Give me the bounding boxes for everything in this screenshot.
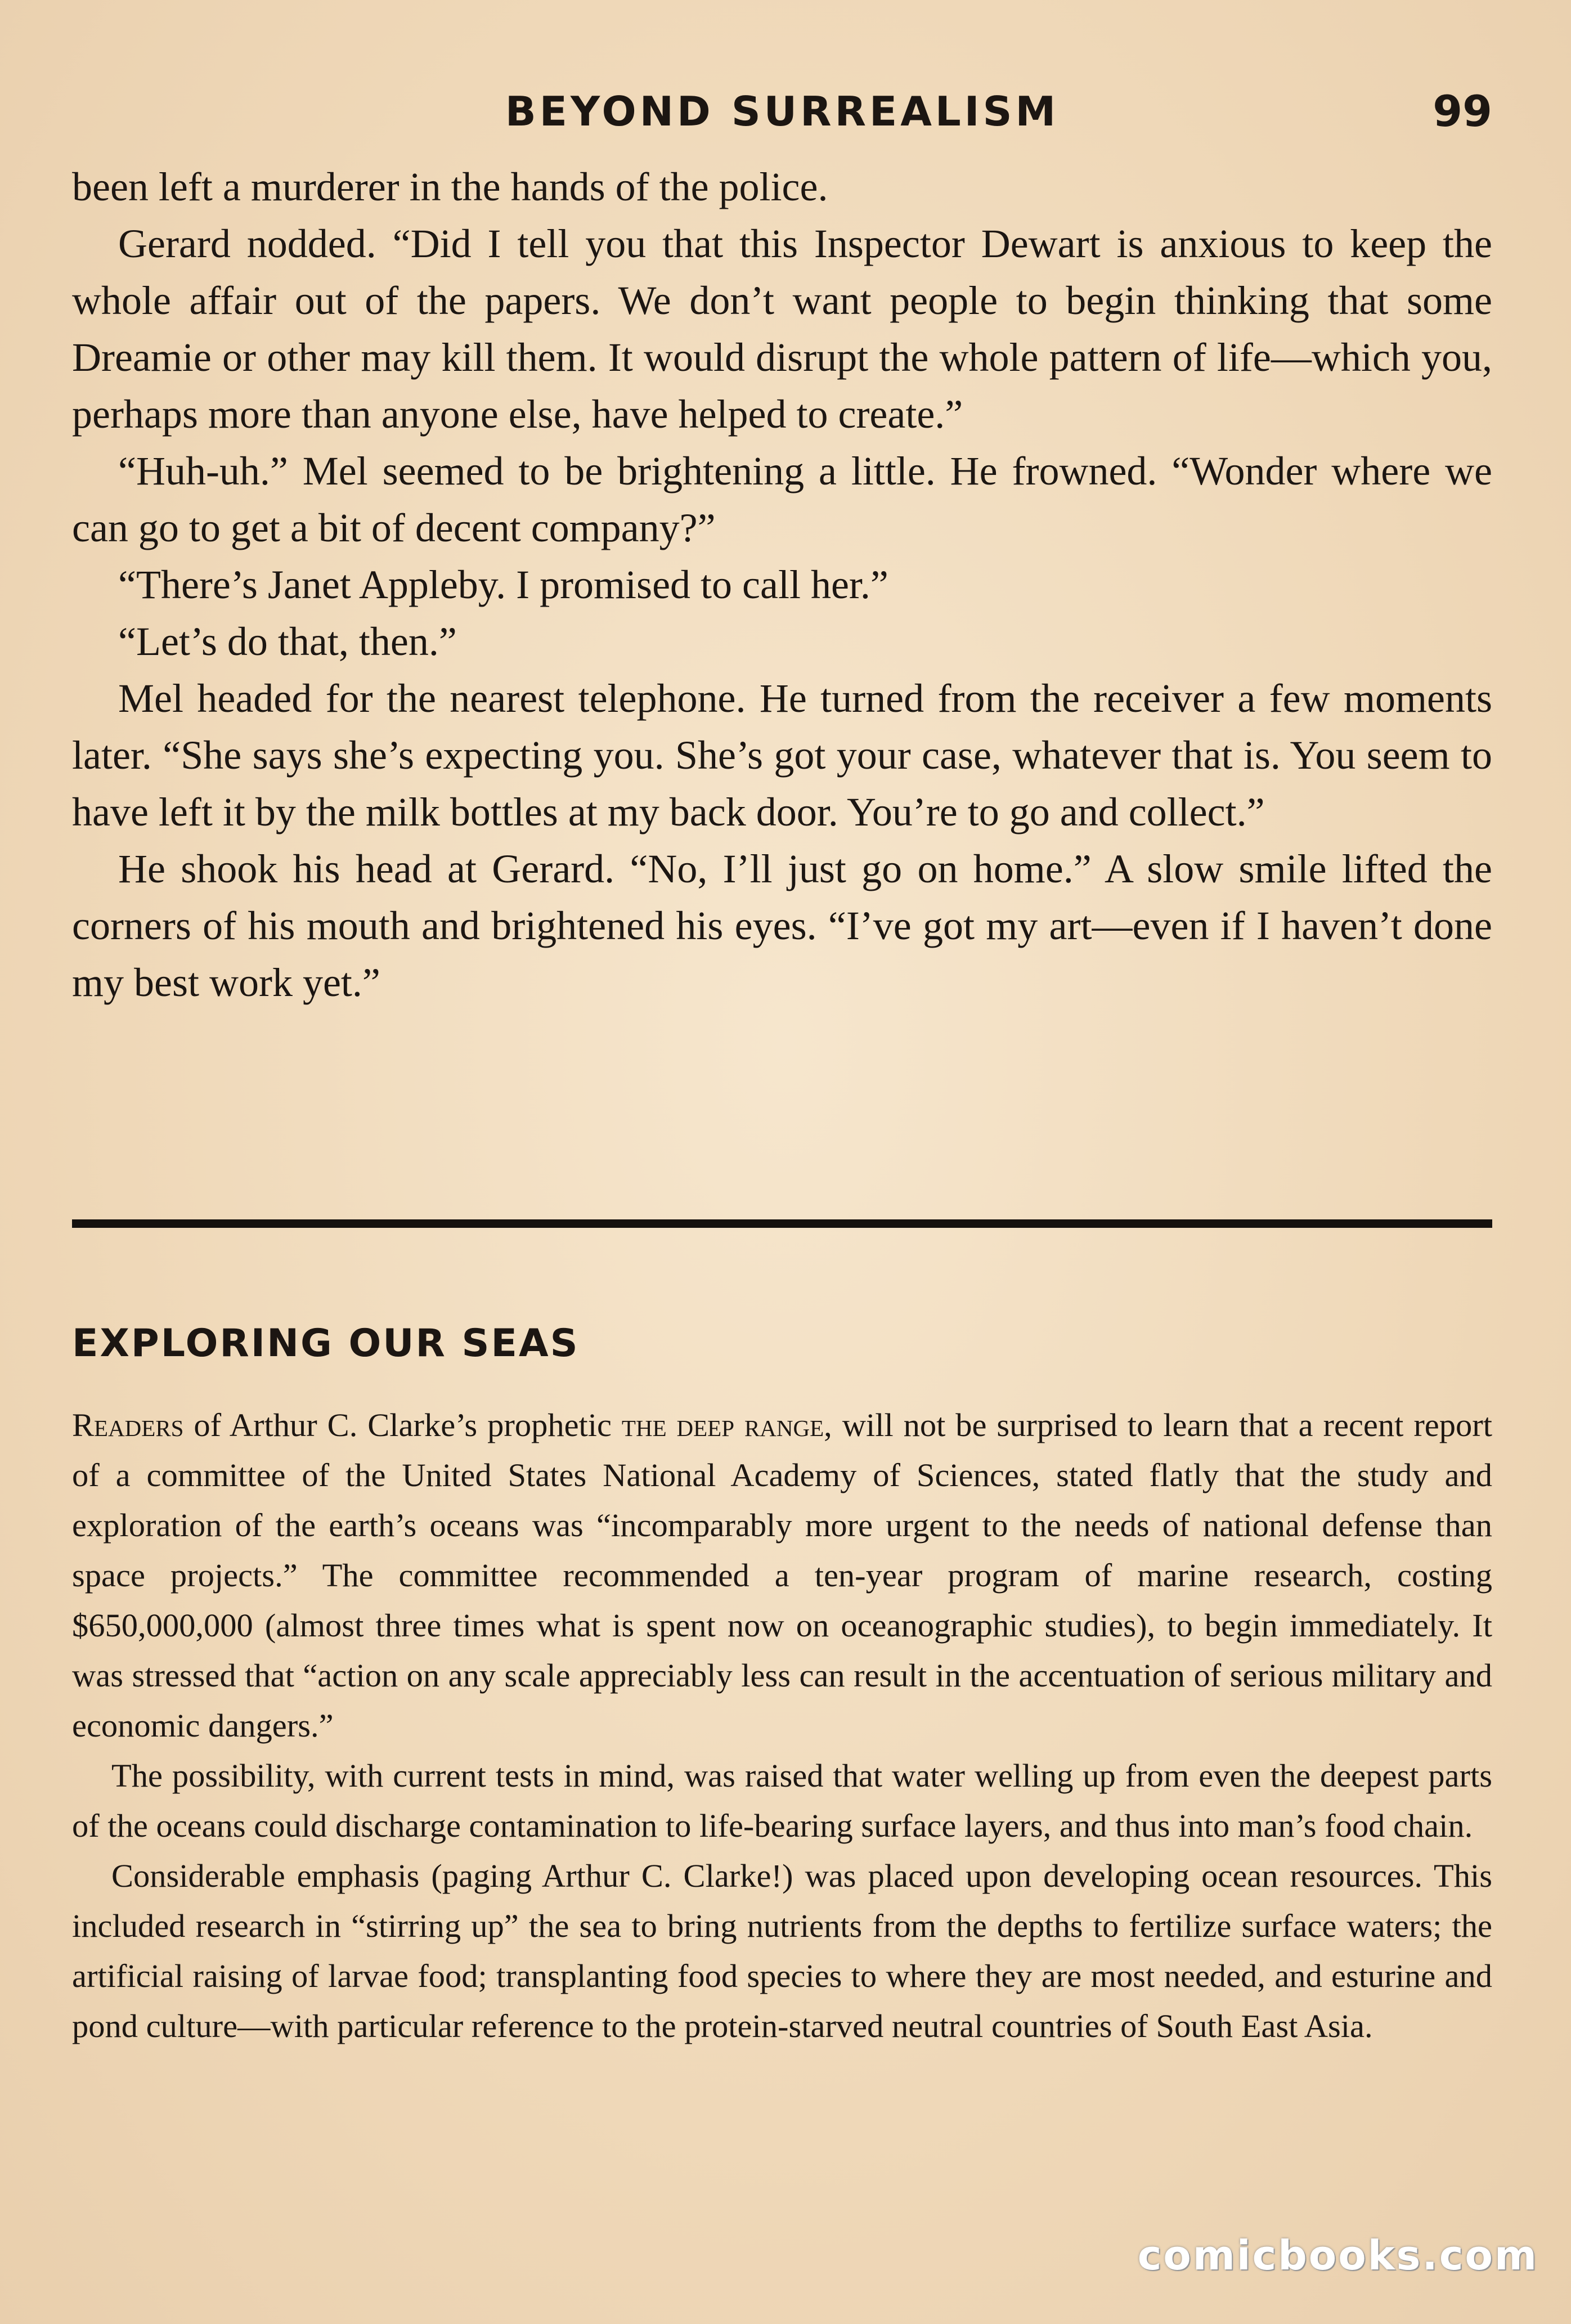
book-title: the deep range xyxy=(621,1407,824,1443)
article-paragraph: The possibility, with current tests in mind, was raised that water welling up from even the deepest parts of the oceans could discharge contamination to life-bearing surface layers, and thus into man’s food chain. xyxy=(72,1757,1492,1844)
story-paragraph: He shook his head at Gerard. “No, I’ll just go on home.” A slow smile lifted the corners of his mouth and brightened his eyes. “I’ve got my art—even if I haven’t done my best work yet.” xyxy=(72,846,1492,1005)
story-paragraph: “There’s Janet Appleby. I promised to call her.” xyxy=(118,562,888,607)
story-paragraph: Mel headed for the nearest telephone. He turned from the receiver a few moments later. “She says she’s expecting you. She’s got your case, whatever that is. You seem to have left it by the milk bottles at my back door. You’re to go and collect.” xyxy=(72,676,1492,835)
story-paragraph: “Let’s do that, then.” xyxy=(118,619,457,664)
lead-word: Readers xyxy=(72,1407,184,1443)
running-header xyxy=(72,83,1492,140)
article-paragraph xyxy=(72,1400,1492,1751)
section-divider xyxy=(72,1219,1492,1228)
story-text xyxy=(72,159,1492,1011)
article-text-run: of Arthur C. Clarke’s prophetic xyxy=(183,1407,622,1443)
running-title: BEYOND SURREALISM xyxy=(505,88,1060,135)
article-paragraph: Considerable emphasis (paging Arthur C. Clarke!) was placed upon developing ocean resources. This included research in “stirring up” the sea to bring nutrients from the depths to fertilize surface waters; the artificial raising of larvae food; transplanting food species to where they are most needed, and esturine and pond culture—with particular reference to the protein-starved neutral countries of South East Asia. xyxy=(72,1858,1492,2044)
article-title: EXPLORING OUR SEAS xyxy=(72,1321,580,1366)
story-paragraph: Gerard nodded. “Did I tell you that this Inspector Dewart is anxious to keep the whole affair out of the papers. We don’t want people to begin thinking that some Dreamie or other may kill them. It would disrupt the whole pattern of life—which you, perhaps more than anyone else, have helped to create.” xyxy=(72,221,1492,437)
watermark: comicbooks.com xyxy=(1137,2232,1538,2279)
page-number: 99 xyxy=(1433,86,1492,136)
story-paragraph: “Huh-uh.” Mel seemed to be brightening a little. He frowned. “Wonder where we can go to get a bit of decent company?” xyxy=(72,448,1492,550)
article-text xyxy=(72,1400,1492,2051)
article-text-run: , will not be surprised to learn that a recent report of a committee of the United States National Academy of Sciences, stated flatly that the study and exploration of the earth’s oceans was “incomparably more urgent to the needs of national defense than space projects.” The committee recommended a ten-year program of marine research, costing $650,000,000 (almost three times what is spent now on oceanographic studies), to begin immediately. It was stressed that “action on any scale appreciably less can result in the accentuation of serious military and economic dangers.” xyxy=(72,1407,1492,1744)
story-paragraph: been left a murderer in the hands of the police. xyxy=(72,164,828,209)
